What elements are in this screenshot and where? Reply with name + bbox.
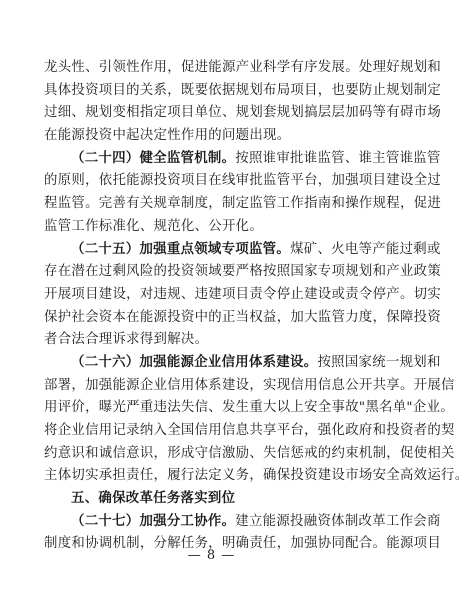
section-26-heading: （二十六）加强能源企业信用体系建设。 xyxy=(71,353,318,370)
body-line-2: 具体投资项目的关系，既要依据规划布局项目，也要防止规划制定 xyxy=(44,82,442,98)
section-26-heading-line: （二十六）加强能源企业信用体系建设。按照国家统一规划和 xyxy=(71,353,441,370)
section-24-heading: （二十四）健全监管机制。 xyxy=(71,149,236,166)
chapter-5-heading: 五、确保改革任务落实到位 xyxy=(71,490,236,507)
page-number: — 8 — xyxy=(187,548,236,563)
body-line-19: 主体切实承担责任，履行法定义务，确保投资建设市场安全高效运行。 xyxy=(44,468,468,484)
section-24-heading-line: （二十四）健全监管机制。按照谁审批谁监管、谁主管谁监管 xyxy=(71,149,441,166)
body-line-3: 过细、规划变相指定项目单位、规划套规划搞层层加码等有碍市场 xyxy=(44,105,442,121)
section-25-heading: （二十五）加强重点领域专项监管。 xyxy=(71,240,291,257)
chapter-5-heading-line xyxy=(44,487,383,510)
body-line-7: 程监管。完善有关规章制度，制定监管工作指南和操作规程，促进 xyxy=(44,196,442,212)
body-line-10: 存在潜在过剩风险的投资领域要严格按照国家专项规划和产业政策 xyxy=(44,264,442,280)
body-line-15: 部署，加强能源企业信用体系建设，实现信用信息公开共享。开展信 xyxy=(44,377,455,393)
body-line-17: 将企业信用记录纳入全国信用信息共享平台，强化政府和投资者的契 xyxy=(44,423,455,438)
section-27-heading-line: （二十七）加强分工协作。建立能源投融资体制改革工作会商 xyxy=(71,512,441,529)
body-line-11: 开展项目建设，对违规、违建项目责令停止建设或责令停产。切实 xyxy=(44,286,442,302)
document-body xyxy=(44,56,468,555)
body-line-1: 龙头性、引领性作用，促进能源产业科学有序发展。处理好规划和 xyxy=(44,60,442,75)
body-line-8: 监管工作标准化、规范化、公开化。 xyxy=(44,218,264,234)
body-line-6: 的原则，依托能源投资项目在线审批监管平台，加强项目建设全过 xyxy=(44,173,442,189)
section-25-heading-line: （二十五）加强重点领域专项监管。煤矿、火电等产能过剩或 xyxy=(71,240,441,257)
section-27-heading: （二十七）加强分工协作。 xyxy=(71,512,236,529)
body-line-16: 用评价，曝光严重违法失信、发生重大以上安全事故"黑名单"企业。 xyxy=(44,400,454,416)
body-line-12: 保护社会资本在能源投资中的正当权益，加大监管力度，保障投资 xyxy=(44,309,442,325)
body-line-13: 者合法合理诉求得到解决。 xyxy=(44,332,209,348)
body-line-22: 制度和协调机制，分解任务，明确责任，加强协同配合。能源项目 xyxy=(44,536,442,552)
body-line-4: 在能源投资中起决定性作用的问题出现。 xyxy=(44,128,291,144)
body-line-18: 约意识和诚信意识，形成守信激励、失信惩戒的约束机制，促使相关 xyxy=(44,445,455,461)
